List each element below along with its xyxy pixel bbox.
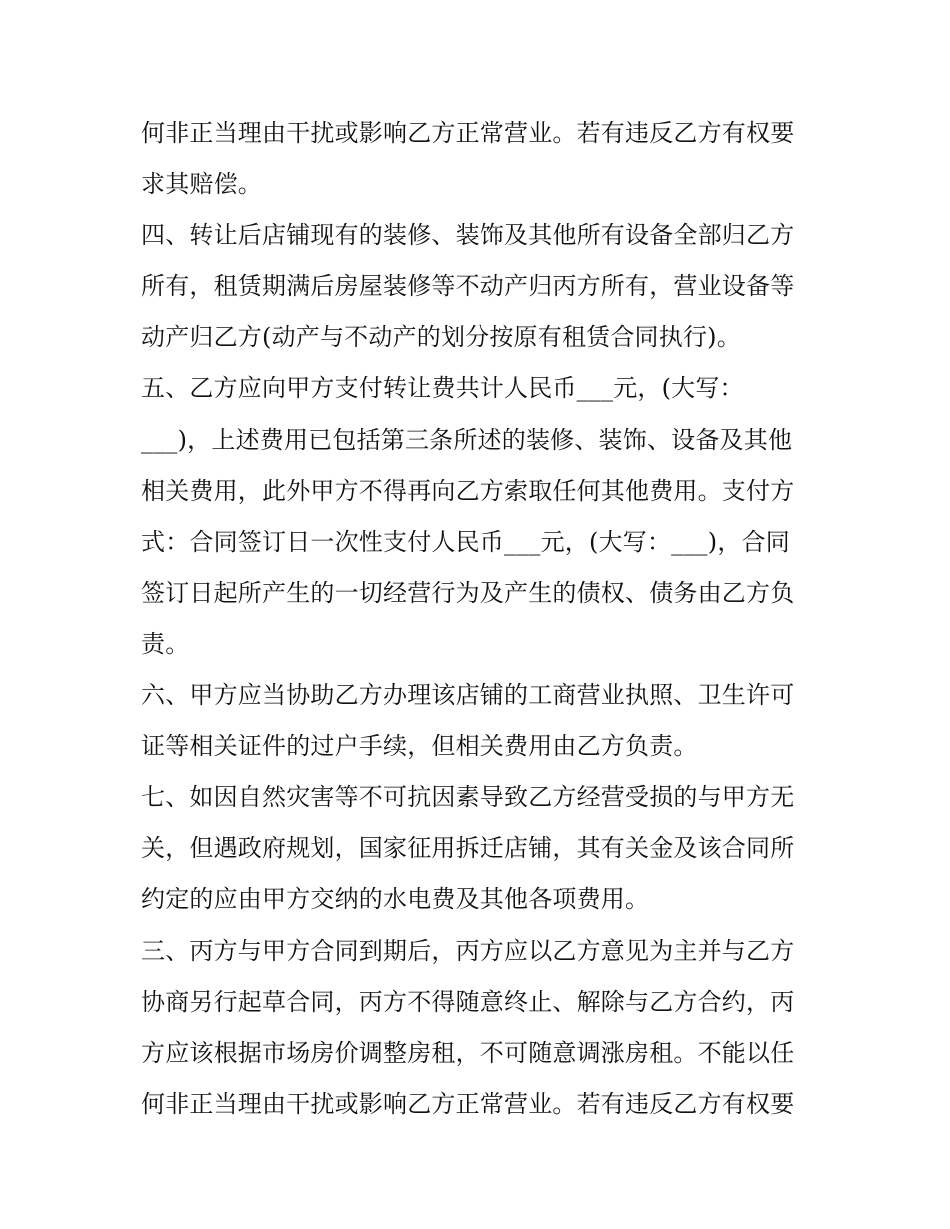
text-line: 约定的应由甲方交纳的水电费及其他各项费用。 (141, 885, 650, 914)
text-line: 何非正当理由干扰或影响乙方正常营业。若有违反乙方有权要 (141, 119, 795, 147)
document-body (141, 108, 821, 1130)
text-line: 所有，租赁期满后房屋装修等不动产归丙方所有，营业设备等 (141, 272, 795, 301)
text-line: 求其赔偿。 (141, 170, 262, 199)
text-line: 七、如因自然灾害等不可抗因素导致乙方经营受损的与甲方无 (141, 783, 795, 812)
text-line: 动产归乙方(动产与不动产的划分按原有租赁合同执行)。 (141, 323, 741, 352)
text-line: 何非正当理由干扰或影响乙方正常营业。若有违反乙方有权要 (141, 1089, 795, 1118)
text-line: ___)，上述费用已包括第三条所述的装修、装饰、设备及其他 (141, 425, 793, 454)
text-line: 五、乙方应向甲方支付转让费共计人民币___元，(大写： (141, 374, 744, 403)
text-line: 签订日起所产生的一切经营行为及产生的债权、债务由乙方负 (141, 578, 795, 607)
text-line: 六、甲方应当协助乙方办理该店铺的工商营业执照、卫生许可 (141, 681, 795, 710)
text-line: 三、丙方与甲方合同到期后，丙方应以乙方意见为主并与乙方 (141, 936, 795, 965)
text-line: 式：合同签订日一次性支付人民币___元，(大写：___)，合同 (141, 527, 790, 556)
text-line: 方应该根据市场房价调整房租，不可随意调涨房租。不能以任 (141, 1038, 795, 1067)
text-line: 关，但遇政府规划，国家征用拆迁店铺，其有关金及该合同所 (141, 834, 795, 863)
text-line: 责。 (141, 629, 190, 658)
text-line: 证等相关证件的过户手续，但相关费用由乙方负责。 (141, 732, 698, 761)
text-line: 相关费用，此外甲方不得再向乙方索取任何其他费用。支付方 (141, 476, 795, 505)
text-line: 四、转让后店铺现有的装修、装饰及其他所有设备全部归乙方 (141, 221, 795, 250)
text-line: 协商另行起草合同，丙方不得随意终止、解除与乙方合约，丙 (141, 987, 795, 1016)
